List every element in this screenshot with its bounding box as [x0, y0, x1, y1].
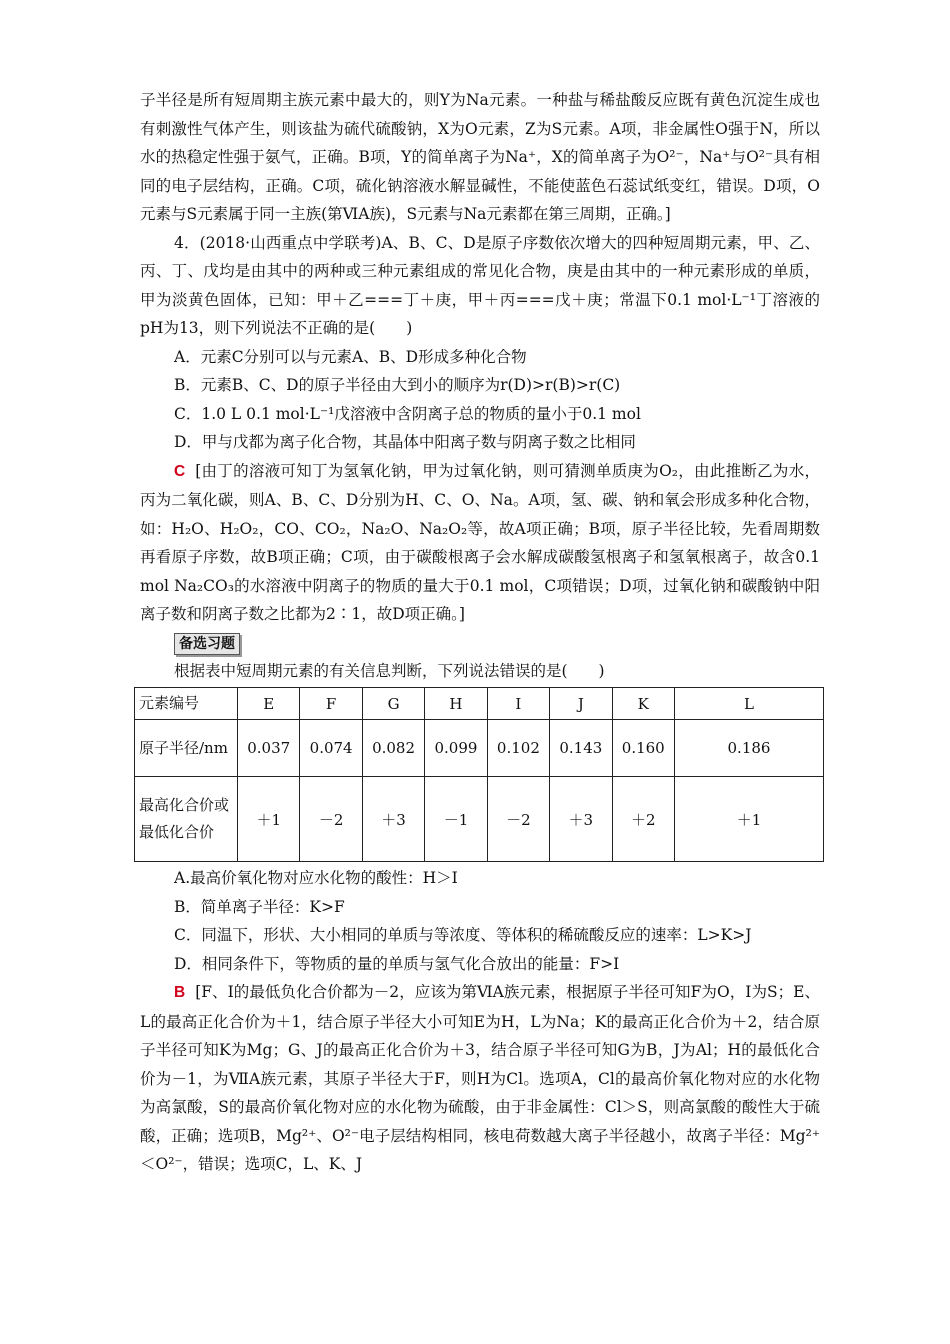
table-header-cell: 原子半径/nm [135, 720, 238, 777]
table-cell: －2 [300, 777, 362, 862]
section-tag: 备选习题 [174, 633, 240, 655]
table-cell: 0.102 [487, 720, 549, 777]
element-info-table [134, 687, 824, 862]
question-4-option-a: A．元素C分别可以与元素A、B、D形成多种化合物 [174, 347, 527, 366]
previous-explanation: 子半径是所有短周期主族元素中最大的，则Y为Na元素。一种盐与稀盐酸反应既有黄色沉淀生成也有刺激性气体产生，则该盐为硫代硫酸钠，X为O元素，Z为S元素。A项，非金属性O强于N，所以水的热稳定性强于氨气，正确。B项，Y的简单离子为Na⁺，X的简单离子为O²⁻，Na⁺与O²⁻具有相同的电子层结构，正确。C项，硫化钠溶液水解显碱性，不能使蓝色石蕊试纸变红，错误。D项，O元素与S元素属于同一主族(第ⅥA族)，S元素与Na元素都在第三周期，正确。] [140, 91, 820, 223]
table-cell: 0.099 [425, 720, 487, 777]
table-cell: ＋3 [362, 777, 424, 862]
table-cell: E [238, 688, 300, 720]
question-4-stem: 4．(2018·山西重点中学联考)A、B、C、D是原子序数依次增大的四种短周期元素，甲、乙、丙、丁、戊均是由其中的两种或三种元素组成的常见化合物，庚是由其中的一种元素形成的单质，甲为淡黄色固体，已知：甲＋乙===丁＋庚，甲＋丙===戊＋庚；常温下0.1 mol·L⁻¹丁溶液的pH为13，则下列说法不正确的是( ) [140, 233, 820, 337]
table-cell: 0.074 [300, 720, 362, 777]
question-5-option-d: D．相同条件下，等物质的量的单质与氢气化合放出的能量：F>I [174, 954, 620, 973]
question-5 [140, 657, 820, 1179]
table-header-cell: 元素编号 [135, 688, 238, 720]
table-cell: G [362, 688, 424, 720]
document-page [140, 86, 820, 1179]
table-cell: H [425, 688, 487, 720]
table-cell: J [550, 688, 612, 720]
table-cell: 0.186 [675, 720, 824, 777]
table-cell: 0.160 [612, 720, 674, 777]
question-5-option-a: A.最高价氧化物对应水化物的酸性：H＞I [174, 869, 458, 887]
question-5-option-b: B．简单离子半径：K>F [174, 897, 345, 916]
question-4-option-c: C．1.0 L 0.1 mol·L⁻¹戊溶液中含阴离子总的物质的量小于0.1 mol [174, 404, 641, 423]
question-4-option-b: B．元素B、C、D的原子半径由大到小的顺序为r(D)>r(B)>r(C) [174, 376, 621, 394]
table-cell: L [675, 688, 824, 720]
table-cell: 0.143 [550, 720, 612, 777]
table-cell: 0.082 [362, 720, 424, 777]
table-cell: －2 [487, 777, 549, 862]
table-cell: ＋2 [612, 777, 674, 862]
question-5-answer-block [140, 978, 820, 1179]
table-header-cell: 最高化合价或最低化合价 [135, 777, 238, 862]
table-cell: 0.037 [238, 720, 300, 777]
question-4 [140, 229, 820, 629]
question-4-option-d: D．甲与戊都为离子化合物，其晶体中阳离子数与阴离子数之比相同 [174, 433, 636, 451]
table-row-element-id [135, 688, 824, 720]
question-4-answer-block [140, 457, 820, 629]
table-cell: K [612, 688, 674, 720]
table-row-atomic-radius [135, 720, 824, 777]
question-5-answer: B [174, 984, 186, 1001]
question-4-answer: C [174, 462, 186, 480]
table-cell: ＋1 [675, 777, 824, 862]
table-cell: I [487, 688, 549, 720]
question-5-stem: 根据表中短周期元素的有关信息判断，下列说法错误的是( ) [174, 661, 605, 680]
table-cell: ＋3 [550, 777, 612, 862]
table-cell: F [300, 688, 362, 720]
question-4-explanation: [由丁的溶液可知丁为氢氧化钠，甲为过氧化钠，则可猜测单质庚为O₂，由此推断乙为水，丙为二氧化碳，则A、B、C、D分别为H、C、O、Na。A项，氢、碳、钠和氧会形成多种化合物，如：H₂O、H₂O₂，CO、CO₂，Na₂O、Na₂O₂等，故A项正确；B项，原子半径比较，先看周期数再看原子序数，故B项正确；C项，由于碳酸根离子会水解成碳酸氢根离子和氢氧根离子，故含0.1 mol Na₂CO₃的水溶液中阴离子的物质的量大于0.1 mol，C项错误；D项，过氧化钠和碳酸钠中阳离子数和阴离子数之比都为2∶1，故D项正确。] [140, 461, 820, 623]
table-row-valence [135, 777, 824, 862]
table-cell: －1 [425, 777, 487, 862]
question-5-option-c: C．同温下，形状、大小相同的单质与等浓度、等体积的稀硫酸反应的速率：L>K>J [174, 926, 752, 944]
table-cell: ＋1 [238, 777, 300, 862]
question-5-explanation: [F、I的最低负化合价都为－2，应该为第ⅥA族元素，根据原子半径可知F为O，I为S；E、L的最高正化合价为＋1，结合原子半径大小可知E为H，L为Na；K的最高正化合价为＋2，结合原子半径可知K为Mg；G、J的最高正化合价为＋3，结合原子半径可知G为B，J为Al；H的最低化合价为－1，为ⅦA族元素，其原子半径大于F，则H为Cl。选项A，Cl的最高价氧化物对应的水化物为高氯酸，S的最高价氧化物对应的水化物为硫酸，由于非金属性：Cl＞S，则高氯酸的酸性大于硫酸，正确；选项B，Mg²⁺、O²⁻电子层结构相同，核电荷数越大离子半径越小，故离子半径：Mg²⁺＜O²⁻，错误；选项C，L、K、J [140, 983, 820, 1173]
